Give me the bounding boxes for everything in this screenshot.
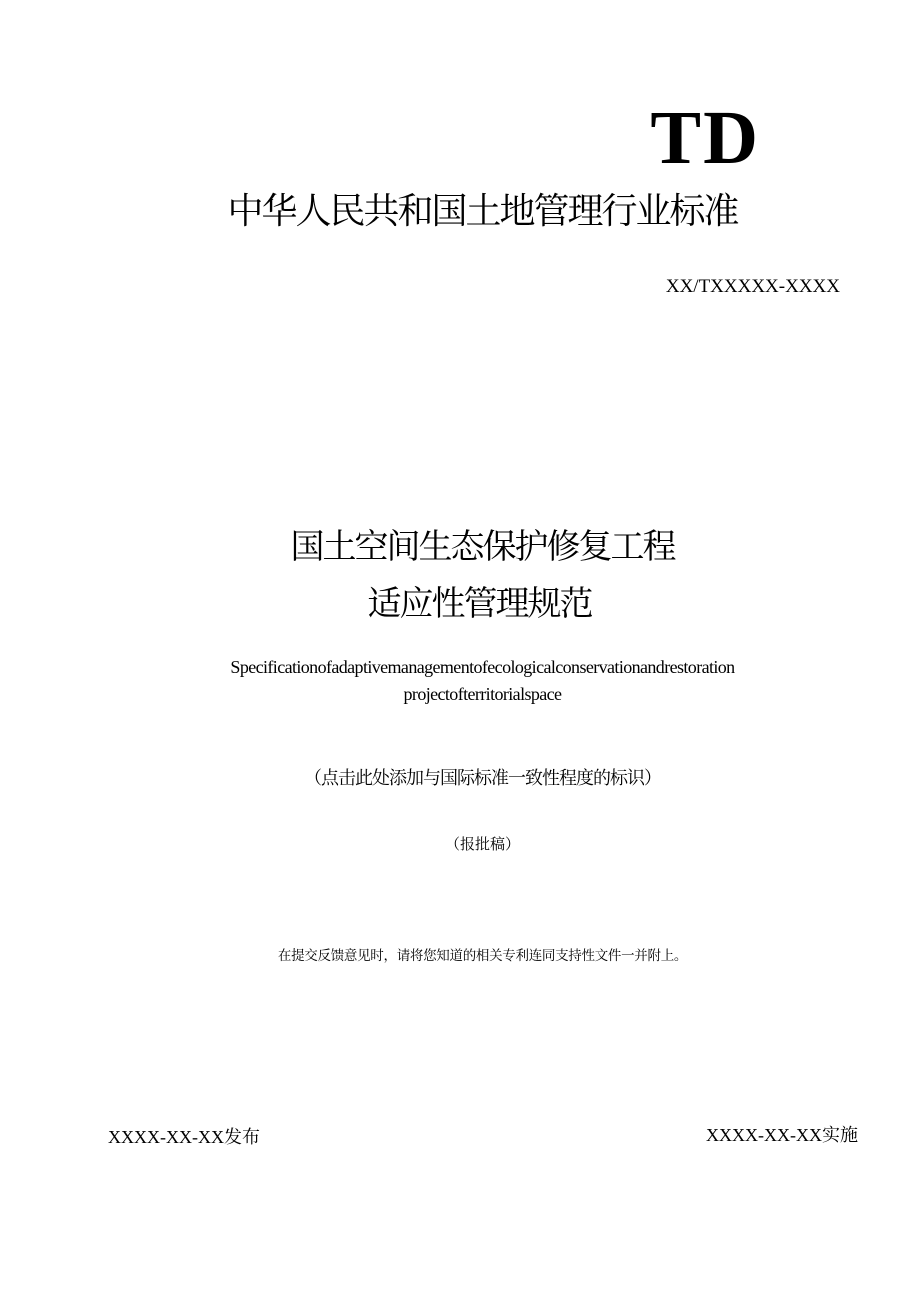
implementation-date: XXXX-XX-XX实施 bbox=[706, 1125, 858, 1145]
international-consistency-note[interactable]: （点击此处添加与国际标准一致性程度的标识） bbox=[304, 768, 661, 789]
standard-category-title: 中华人民共和国土地管理行业标准 bbox=[227, 191, 738, 232]
standard-number: XX/TXXXXX-XXXX bbox=[665, 276, 840, 297]
document-title-line-1: 国土空间生态保护修复工程 bbox=[290, 527, 675, 567]
english-title-line-1: Specificationofadaptivemanagementofecologicalconservationandrestoration bbox=[230, 657, 735, 677]
issue-date: XXXX-XX-XX发布 bbox=[108, 1127, 260, 1147]
standard-code-logo: TD bbox=[650, 96, 760, 180]
english-title-line-2: projectofterritorialspace bbox=[403, 684, 562, 704]
draft-status: （报批稿） bbox=[444, 835, 520, 853]
patent-notice: 在提交反馈意见时，请将您知道的相关专利连同支持性文件一并附上。 bbox=[277, 948, 688, 964]
document-title-line-2: 适应性管理规范 bbox=[367, 584, 592, 624]
